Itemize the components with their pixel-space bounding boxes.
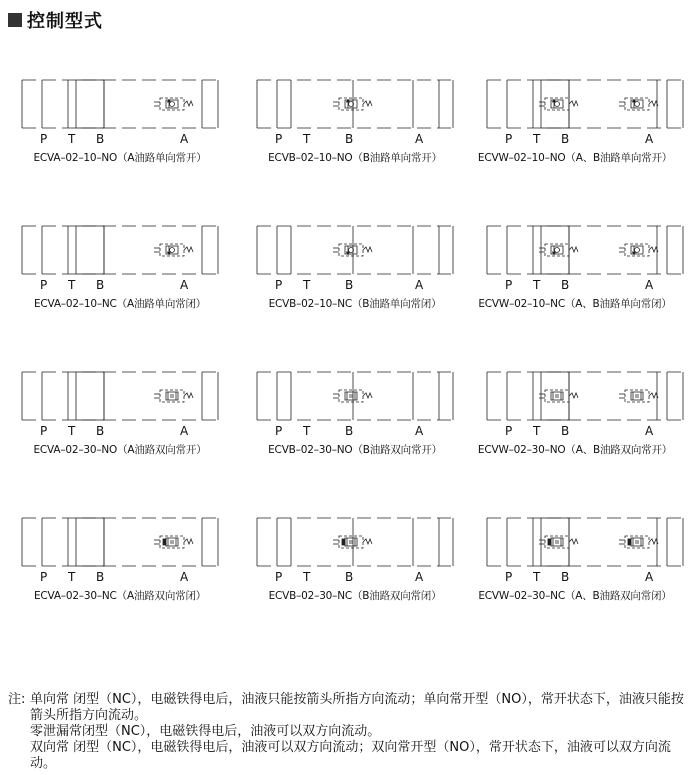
diagram-caption: ECVW–02–10–NO（A、B油路单向常开） bbox=[477, 152, 673, 164]
diagram-ecva-30-nc bbox=[20, 516, 220, 626]
port-a: A bbox=[180, 424, 189, 438]
port-a: A bbox=[180, 570, 189, 584]
cartridge-valve-symbol bbox=[539, 536, 578, 548]
diagram-caption: ECVA–02–10–NO（A油路单向常开） bbox=[33, 152, 207, 164]
port-a: A bbox=[415, 132, 424, 146]
cartridge-valve-symbol bbox=[154, 536, 193, 548]
valve-symbol bbox=[20, 78, 220, 148]
port-t: T bbox=[533, 570, 541, 584]
cartridge-valve-symbol bbox=[333, 244, 372, 256]
port-a: A bbox=[645, 570, 654, 584]
cartridge-valve-symbol bbox=[619, 244, 658, 256]
cartridge-valve-symbol bbox=[619, 536, 658, 548]
port-a: A bbox=[645, 278, 654, 292]
cartridge-valve-symbol bbox=[154, 98, 193, 110]
diagram-caption: ECVW–02–30–NC（A、B油路双向常闭） bbox=[478, 590, 672, 602]
port-t: T bbox=[303, 424, 311, 438]
port-a: A bbox=[645, 132, 654, 146]
cartridge-valve-symbol bbox=[619, 390, 658, 402]
port-b: B bbox=[96, 278, 105, 292]
valve-symbol bbox=[20, 370, 220, 440]
diagram-caption: ECVB–02–30–NC（B油路双向常闭） bbox=[268, 590, 442, 602]
port-p: P bbox=[505, 570, 513, 584]
port-p: P bbox=[275, 132, 283, 146]
port-b: B bbox=[561, 424, 570, 438]
notes-label: 注: bbox=[8, 692, 26, 707]
port-p: P bbox=[40, 278, 48, 292]
port-t: T bbox=[533, 424, 541, 438]
diagram-ecvb-10-no bbox=[255, 78, 455, 188]
port-b: B bbox=[96, 570, 105, 584]
port-t: T bbox=[303, 278, 311, 292]
section-title bbox=[8, 8, 103, 32]
diagram-caption: ECVA–02–10–NC（A油路单向常闭） bbox=[33, 298, 207, 310]
valve-symbol bbox=[485, 370, 685, 440]
cartridge-valve-symbol bbox=[154, 390, 193, 402]
port-t: T bbox=[533, 278, 541, 292]
diagram-caption: ECVB–02–10–NC（B油路单向常闭） bbox=[268, 298, 442, 310]
port-a: A bbox=[645, 424, 654, 438]
diagram-ecvw-30-nc bbox=[478, 516, 685, 626]
port-p: P bbox=[505, 278, 513, 292]
diagram-caption: ECVA–02–30–NO（A油路双向常开） bbox=[33, 444, 207, 456]
port-p: P bbox=[275, 424, 283, 438]
diagram-ecva-10-nc bbox=[20, 224, 220, 334]
cartridge-valve-symbol bbox=[539, 390, 578, 402]
diagram-ecvw-10-nc bbox=[478, 224, 685, 334]
port-t: T bbox=[68, 424, 76, 438]
diagram-caption: ECVW–02–10–NC（A、B油路单向常闭） bbox=[478, 298, 672, 310]
valve-symbol bbox=[255, 224, 455, 294]
port-a: A bbox=[415, 424, 424, 438]
cartridge-valve-symbol bbox=[333, 390, 372, 402]
port-a: A bbox=[415, 570, 424, 584]
port-t: T bbox=[303, 132, 311, 146]
port-b: B bbox=[345, 570, 354, 584]
port-p: P bbox=[505, 424, 513, 438]
port-t: T bbox=[68, 132, 76, 146]
port-b: B bbox=[561, 570, 570, 584]
valve-symbol bbox=[20, 224, 220, 294]
notes-section bbox=[8, 692, 690, 772]
valve-symbol bbox=[255, 516, 455, 586]
diagram-caption: ECVW–02–30–NO（A、B油路双向常开） bbox=[477, 444, 673, 456]
port-b: B bbox=[96, 132, 105, 146]
port-p: P bbox=[40, 570, 48, 584]
port-b: B bbox=[345, 424, 354, 438]
diagram-caption: ECVB–02–30–NO（B油路双向常开） bbox=[268, 444, 442, 456]
valve-symbol bbox=[20, 516, 220, 586]
diagram-ecvb-10-nc bbox=[255, 224, 455, 334]
cartridge-valve-symbol bbox=[539, 98, 578, 110]
port-p: P bbox=[40, 424, 48, 438]
valve-symbol bbox=[255, 370, 455, 440]
cartridge-valve-symbol bbox=[619, 98, 658, 110]
port-t: T bbox=[68, 570, 76, 584]
page-title: 控制型式 bbox=[27, 11, 103, 32]
diagram-ecvw-30-no bbox=[477, 370, 685, 480]
diagram-ecva-30-no bbox=[20, 370, 220, 480]
diagram-ecvb-30-no bbox=[255, 370, 455, 480]
port-p: P bbox=[275, 570, 283, 584]
cartridge-valve-symbol bbox=[154, 244, 193, 256]
port-a: A bbox=[415, 278, 424, 292]
note-line-3: 双向常 闭型（NC），电磁铁得电后，油液可以双方向流动；双向常开型（NO），常开状态下，油液可以双方向流动。 bbox=[30, 740, 671, 771]
valve-symbol bbox=[485, 224, 685, 294]
diagram-caption: ECVA–02–30–NC（A油路双向常闭） bbox=[33, 590, 207, 602]
note-line-2: 零泄漏常闭型（NC），电磁铁得电后，油液可以双方向流动。 bbox=[30, 724, 381, 739]
cartridge-valve-symbol bbox=[539, 244, 578, 256]
port-t: T bbox=[303, 570, 311, 584]
valve-symbol bbox=[255, 78, 455, 148]
diagram-caption: ECVB–02–10–NO（B油路单向常开） bbox=[268, 152, 442, 164]
valve-symbol bbox=[485, 516, 685, 586]
port-b: B bbox=[561, 132, 570, 146]
port-p: P bbox=[505, 132, 513, 146]
diagram-ecvw-10-no bbox=[477, 78, 685, 188]
port-b: B bbox=[96, 424, 105, 438]
title-square-icon bbox=[8, 13, 22, 27]
port-t: T bbox=[68, 278, 76, 292]
port-t: T bbox=[533, 132, 541, 146]
port-p: P bbox=[40, 132, 48, 146]
note-line-1: 单向常 闭型（NC），电磁铁得电后，油液只能按箭头所指方向流动；单向常开型（NO），常开状态下，油液只能按箭头所指方向流动。 bbox=[30, 692, 684, 723]
diagram-ecvb-30-nc bbox=[255, 516, 455, 626]
port-b: B bbox=[345, 278, 354, 292]
cartridge-valve-symbol bbox=[333, 536, 372, 548]
cartridge-valve-symbol bbox=[333, 98, 372, 110]
port-a: A bbox=[180, 132, 189, 146]
valve-symbol bbox=[485, 78, 685, 148]
port-b: B bbox=[561, 278, 570, 292]
diagram-ecva-10-no bbox=[20, 78, 220, 188]
port-b: B bbox=[345, 132, 354, 146]
port-p: P bbox=[275, 278, 283, 292]
port-a: A bbox=[180, 278, 189, 292]
